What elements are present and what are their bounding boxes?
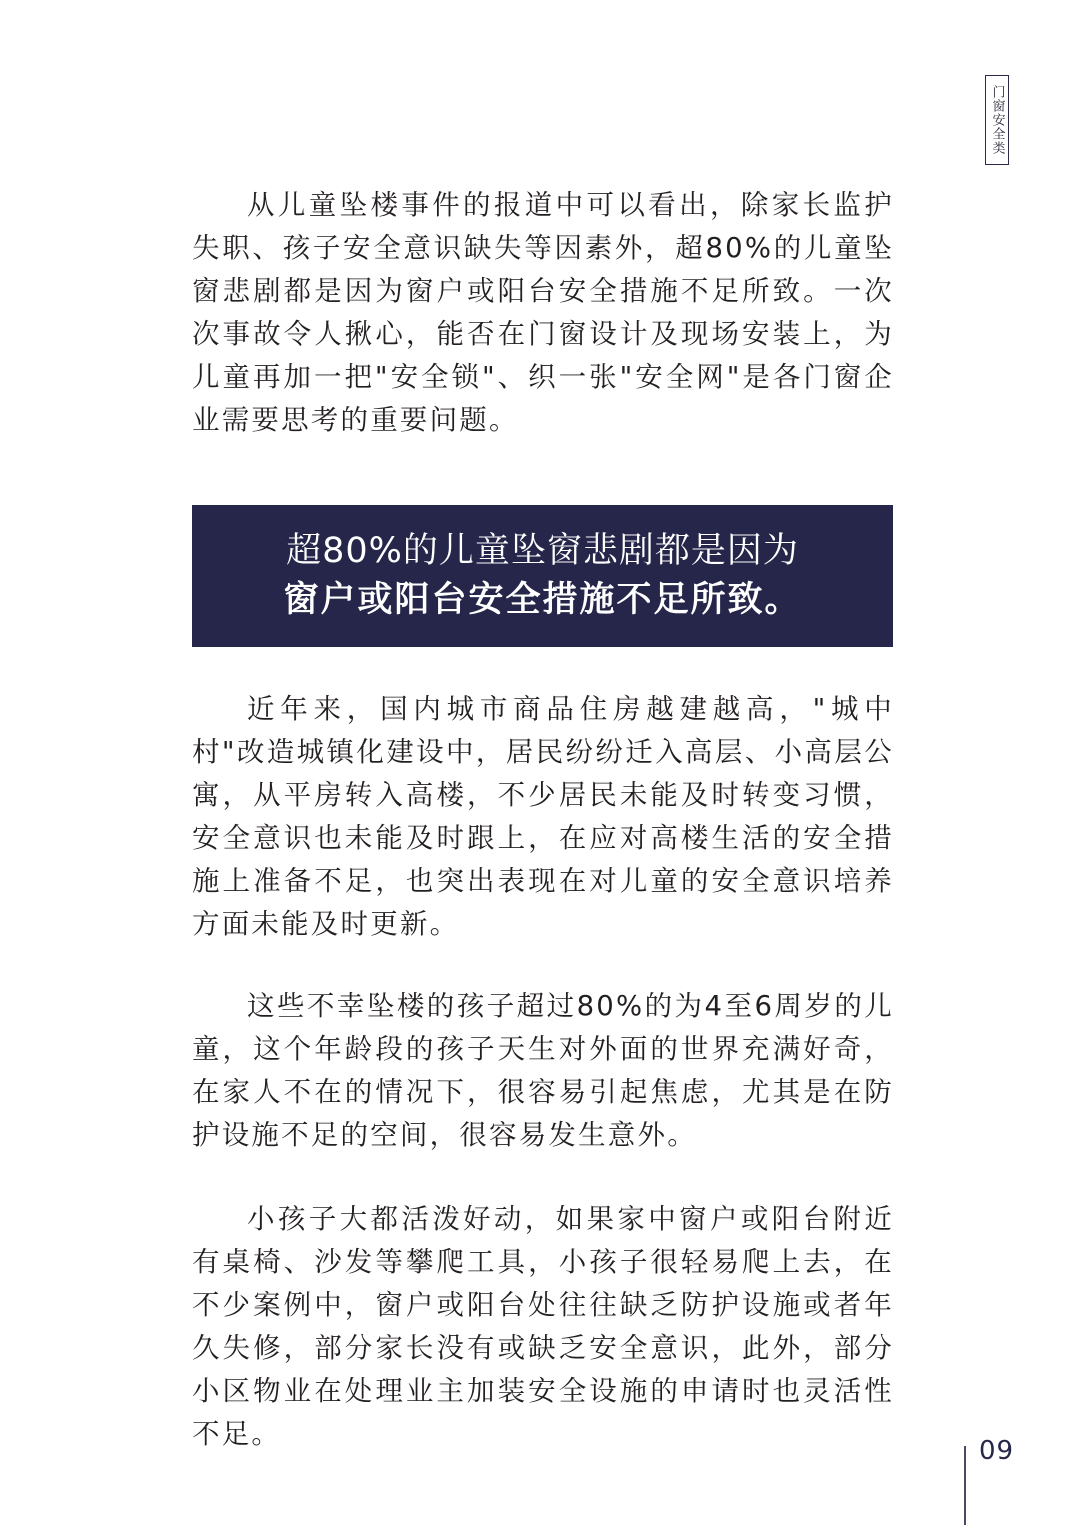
section-tab-label: 门窗安全类: [989, 85, 1005, 155]
paragraph-climbing-risks: 小孩子大都活泼好动，如果家中窗户或阳台附近有桌椅、沙发等攀爬工具，小孩子很轻易爬上去，在不少案例中，窗户或阳台处往往缺乏防护设施或者年久失修，部分家长没有或缺乏安全意识，此外，部分小区物业在处理业主加装安全设施的申请时也灵活性不足。: [192, 1203, 894, 1450]
banner-line-1: 超80%的儿童坠窗悲剧都是因为: [286, 531, 799, 571]
page-number-divider: [964, 1446, 966, 1525]
page-number: 09: [979, 1436, 1015, 1466]
paragraph-age-group: 这些不幸坠楼的孩子超过80%的为4至6周岁的儿童，这个年龄段的孩子天生对外面的世界充满好奇，在家人不在的情况下，很容易引起焦虑，尤其是在防护设施不足的空间，很容易发生意外。: [192, 990, 894, 1151]
paragraph-urbanization: 近年来，国内城市商品住房越建越高，"城中村"改造城镇化建设中，居民纷纷迁入高层、小高层公寓，从平房转入高楼，不少居民未能及时转变习惯，安全意识也未能及时跟上，在应对高楼生活的安全措施上准备不足，也突出表现在对儿童的安全意识培养方面未能及时更新。: [192, 693, 894, 940]
banner-line-2: 窗户或阳台安全措施不足所致。: [283, 580, 802, 620]
paragraph-intro: 从儿童坠楼事件的报道中可以看出，除家长监护失职、孩子安全意识缺失等因素外，超80%的儿童坠窗悲剧都是因为窗户或阳台安全措施不足所致。一次次事故令人揪心，能否在门窗设计及现场安装上，为儿童再加一把"安全锁"、织一张"安全网"是各门窗企业需要思考的重要问题。: [192, 189, 894, 436]
section-tab: [985, 75, 1009, 165]
highlight-banner: [192, 505, 893, 647]
